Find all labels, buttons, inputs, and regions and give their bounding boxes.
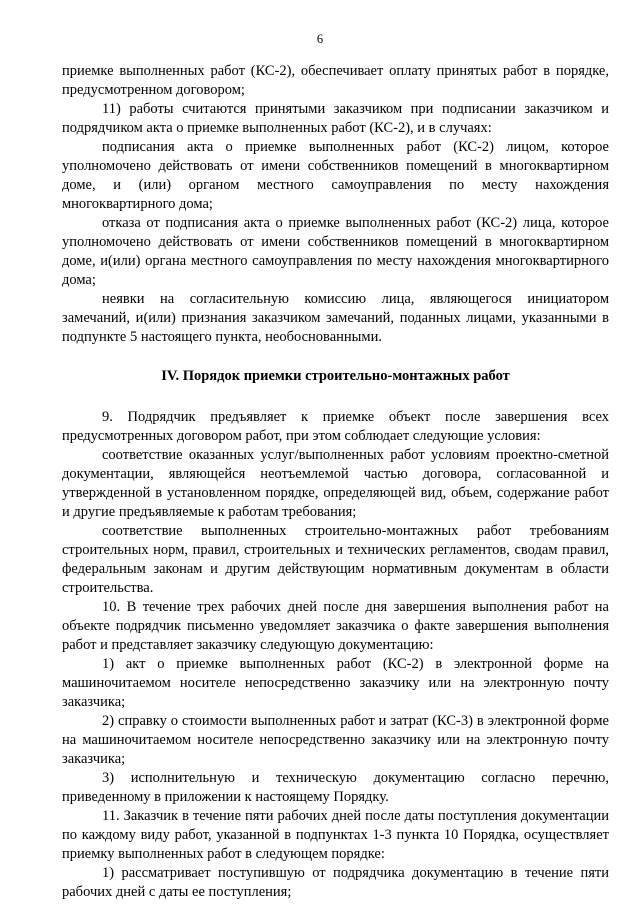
paragraph: соответствие оказанных услуг/выполненных работ условиям проектно-сметной документации, являющейся неотъемлемой частью договора, согласованной и утвержденной в установленном порядке, определяющей вид, объем, содержание работ и другие предъявляемые к работам требования; bbox=[62, 447, 609, 520]
paragraph: 2) справку о стоимости выполненных работ и затрат (КС-3) в электронной форме на машиночитаемом носителе непосредственно заказчику или на электронную почту заказчика; bbox=[62, 713, 609, 767]
page-number: 6 bbox=[316, 32, 324, 46]
paragraph: 1) рассматривает поступившую от подрядчика документацию в течение пяти рабочих дней с даты ее поступления; bbox=[62, 865, 609, 900]
document-body bbox=[62, 62, 609, 902]
paragraph: 11) работы считаются принятыми заказчиком при подписании заказчиком и подрядчиком акта о приемке выполненных работ (КС-2), и в случаях: bbox=[62, 101, 609, 136]
section-heading: IV. Порядок приемки строительно-монтажных работ bbox=[161, 368, 510, 384]
paragraph: 9. Подрядчик предъявляет к приемке объект после завершения всех предусмотренных договором работ, при этом соблюдает следующие условия: bbox=[62, 409, 609, 444]
paragraph: приемке выполненных работ (КС-2), обеспечивает оплату принятых работ в порядке, предусмотренном договором; bbox=[62, 63, 609, 98]
paragraph: 11. Заказчик в течение пяти рабочих дней после даты поступления документации по каждому виду работ, указанной в подпунктах 1-3 пункта 10 Порядка, осуществляет приемку выполненных работ в следующем порядке: bbox=[62, 808, 609, 862]
paragraph: 3) исполнительную и техническую документацию согласно перечню, приведенному в приложении к настоящему Порядку. bbox=[62, 770, 609, 805]
paragraph: 10. В течение трех рабочих дней после дня завершения выполнения работ на объекте подрядчик письменно уведомляет заказчика о факте завершения выполнения работ и представляет заказчику следующую документацию: bbox=[62, 599, 609, 653]
paragraph: подписания акта о приемке выполненных работ (КС-2) лицом, которое уполномочено действовать от имени собственников помещений в многоквартирном доме, и (или) органом местного самоуправления по месту нахождения многоквартирного дома; bbox=[62, 139, 609, 212]
paragraph: 1) акт о приемке выполненных работ (КС-2) в электронной форме на машиночитаемом носителе непосредственно заказчику или на электронную почту заказчика; bbox=[62, 656, 609, 710]
paragraph: неявки на согласительную комиссию лица, являющегося инициатором замечаний, и(или) признания заказчиком замечаний, поданных лицами, указанными в подпункте 5 настоящего пункта, необоснованными. bbox=[62, 291, 609, 345]
paragraph: отказа от подписания акта о приемке выполненных работ (КС-2) лица, которое уполномочено действовать от имени собственников помещений в многоквартирном доме, и(или) органа местного самоуправления по месту нахождения многоквартирного дома; bbox=[62, 215, 609, 288]
paragraph: соответствие выполненных строительно-монтажных работ требованиям строительных норм, правил, строительных и технических регламентов, сводам правил, федеральным законам и другим действующим нормативным документам в области строительства. bbox=[62, 523, 609, 596]
